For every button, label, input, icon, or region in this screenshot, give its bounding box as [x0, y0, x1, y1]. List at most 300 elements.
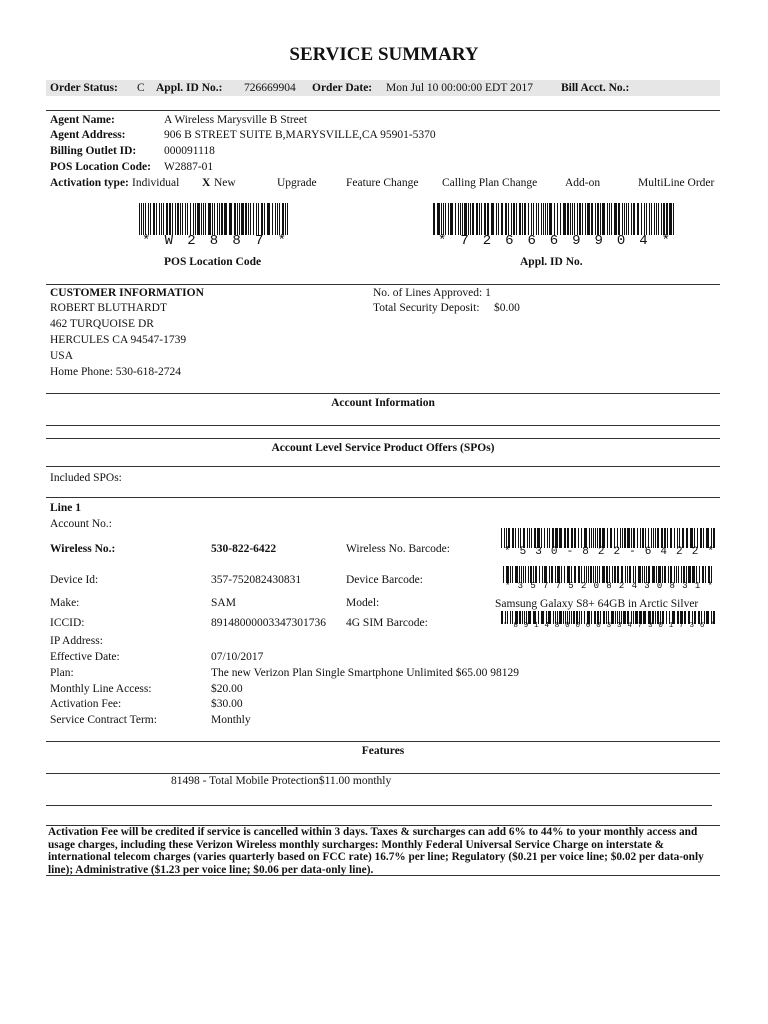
barcode-bar [190, 203, 191, 235]
barcode-char: 6 [699, 622, 705, 630]
barcode-bar [626, 203, 627, 235]
barcode-char: - [629, 546, 636, 558]
barcode-bar [501, 203, 503, 235]
iccid-label: ICCID: [50, 617, 85, 629]
barcode-bar [237, 203, 238, 235]
appl-id-barcode [432, 203, 676, 249]
barcode-char: * [142, 233, 151, 249]
barcode-bar [267, 203, 270, 235]
barcode-bar [637, 203, 639, 235]
barcode-bar [234, 203, 236, 235]
barcode-char: 8 [606, 581, 612, 591]
barcode-char: 0 [550, 546, 558, 558]
barcode-bar [448, 203, 449, 235]
device-id-value: 357-752082430831 [211, 574, 302, 586]
barcode-bar [534, 528, 536, 548]
barcode-bar [187, 203, 188, 235]
barcode-bar [624, 203, 625, 235]
barcode-bar [538, 203, 539, 235]
barcode-bar [531, 203, 532, 235]
barcode-char: 3 [535, 546, 542, 558]
barcode-bar [578, 528, 579, 548]
barcode-bar [541, 203, 542, 235]
barcode-bar [515, 528, 516, 548]
barcode-bar [193, 203, 194, 235]
barcode-bar [544, 528, 545, 548]
divider [46, 497, 720, 498]
barcode-bar [512, 528, 514, 548]
barcode-bar [673, 203, 674, 235]
barcode-bar [537, 528, 540, 548]
barcode-char: 9 [594, 233, 603, 249]
barcode-char: 7 [679, 622, 684, 630]
billing-outlet-value: 000091118 [164, 145, 215, 157]
barcode-bar [584, 528, 587, 548]
customer-info-heading: CUSTOMER INFORMATION [50, 287, 204, 299]
barcode-bar [501, 528, 502, 548]
barcode-bar [219, 203, 220, 235]
barcode-bar [591, 203, 593, 235]
barcode-bar [543, 203, 544, 235]
line-1-heading: Line 1 [50, 502, 81, 514]
activation-selected-mark: X [202, 177, 211, 189]
barcode-bar [229, 203, 232, 235]
barcode-char: 7 [555, 581, 562, 591]
barcode-bar [664, 528, 666, 548]
barcode-char: W [164, 233, 173, 249]
barcode-char: 8 [232, 233, 241, 249]
barcode-bar [564, 528, 566, 548]
plan-value: The new Verizon Plan Single Smartphone Unlimited $65.00 98129 [211, 667, 520, 679]
barcode-bar [614, 528, 615, 548]
wireless-no-barcode [500, 528, 718, 558]
barcode-bar [644, 203, 645, 235]
barcode-char: 2 [691, 546, 699, 558]
barcode-bar [217, 203, 218, 235]
barcode-bar [706, 528, 709, 548]
divider [46, 805, 712, 806]
account-no-label: Account No.: [50, 518, 112, 530]
barcode-char: * [503, 622, 508, 630]
device-id-label: Device Id: [50, 574, 99, 586]
included-spos-label: Included SPOs: [50, 472, 122, 484]
barcode-char: 2 [597, 546, 605, 558]
sim-barcode-label: 4G SIM Barcode: [346, 617, 428, 629]
activation-option-add-on: Add-on [565, 177, 601, 189]
barcode-bar [570, 203, 571, 235]
barcode-bar [614, 203, 617, 235]
divider [46, 425, 720, 426]
barcode-char: 5 [568, 581, 574, 591]
barcode-bar [657, 528, 659, 548]
agent-name-value: A Wireless Marysville B Street [164, 114, 308, 126]
barcode-bar [602, 203, 605, 235]
barcode-bar [508, 528, 510, 548]
barcode-bar [667, 528, 668, 548]
barcode-bar [649, 203, 650, 235]
barcode-bar [555, 528, 558, 548]
barcode-bar [557, 203, 558, 235]
barcode-bar [549, 528, 550, 548]
barcode-bar [511, 203, 512, 235]
make-label: Make: [50, 597, 80, 609]
barcode-char: * [710, 622, 715, 630]
barcode-bar [172, 203, 173, 235]
barcode-bar [610, 528, 612, 548]
barcode-bar [646, 203, 647, 235]
barcode-bar [239, 203, 240, 235]
barcode-bar [686, 528, 688, 548]
barcode-bar [607, 203, 608, 235]
barcode-bar [531, 528, 532, 548]
service-contract-term-value: Monthly [211, 714, 251, 726]
barcode-bar [640, 528, 641, 548]
barcode-bar [522, 203, 523, 235]
barcode-char: 2 [676, 546, 683, 558]
barcode-bar [203, 203, 204, 235]
device-barcode [502, 566, 716, 591]
pos-barcode-caption: POS Location Code [164, 256, 262, 268]
barcode-bar [593, 528, 594, 548]
divider [46, 875, 720, 876]
barcode-bar [141, 203, 142, 235]
barcode-bar [248, 203, 249, 235]
barcode-char: 5 [530, 581, 536, 591]
barcode-bar [628, 203, 629, 235]
customer-country: USA [50, 350, 74, 362]
wireless-barcode-label: Wireless No. Barcode: [346, 543, 450, 555]
barcode-bar [618, 203, 620, 235]
barcode-bar [208, 203, 211, 235]
barcode-bar [523, 528, 525, 548]
barcode-bar [694, 528, 695, 548]
barcode-char: 2 [187, 233, 196, 249]
barcode-char: * [438, 233, 447, 249]
service-contract-term-label: Service Contract Term: [50, 714, 157, 726]
barcode-bar [663, 203, 665, 235]
barcode-char: 4 [631, 581, 637, 591]
barcode-bar [641, 203, 642, 235]
barcode-char: 2 [580, 581, 587, 591]
barcode-bar [554, 203, 555, 235]
barcode-bar [700, 528, 702, 548]
barcode-bar [205, 203, 206, 235]
barcode-bar [460, 203, 461, 235]
order-status-label: Order Status: [50, 82, 118, 94]
barcode-bar [589, 528, 590, 548]
barcode-bar [272, 203, 273, 235]
barcode-char: 6 [549, 233, 559, 249]
barcode-char: * [661, 233, 670, 249]
barcode-char: 8 [669, 581, 675, 591]
divider [46, 393, 720, 394]
monthly-line-access-value: $20.00 [211, 683, 243, 695]
barcode-bar [574, 528, 576, 548]
barcode-bar [212, 203, 213, 235]
barcode-bar [148, 203, 149, 235]
barcode-bar [587, 203, 590, 235]
barcode-bar [491, 203, 494, 235]
barcode-bar [516, 203, 517, 235]
barcode-bar [563, 203, 566, 235]
barcode-bar [559, 528, 562, 548]
barcode-char: 8 [513, 622, 518, 630]
barcode-bar [441, 203, 442, 235]
barcode-bar [549, 203, 552, 235]
barcode-bar [645, 528, 646, 548]
barcode-bar [599, 528, 601, 548]
barcode-bar [713, 528, 715, 548]
barcode-bar [279, 203, 280, 235]
barcode-bar [464, 203, 467, 235]
barcode-bar [224, 203, 227, 235]
barcode-char: 9 [523, 622, 529, 630]
wireless-no-value: 530-822-6422 [211, 543, 277, 555]
barcode-char: * [277, 233, 286, 249]
make-value: SAM [211, 597, 236, 609]
barcode-bar [169, 203, 171, 235]
barcode-char: 0 [575, 622, 581, 630]
barcode-char: 8 [209, 233, 219, 249]
barcode-bar [560, 203, 561, 235]
barcode-bar [197, 203, 200, 235]
barcode-char: 8 [582, 546, 589, 558]
barcode-bar [648, 528, 649, 548]
wireless-no-label: Wireless No.: [50, 543, 116, 555]
security-deposit-value: $0.00 [494, 302, 520, 314]
barcode-bar [651, 528, 652, 548]
barcode-bar [597, 203, 599, 235]
barcode-bar [682, 528, 684, 548]
barcode-char: 6 [527, 233, 536, 249]
barcode-bar [241, 203, 244, 235]
barcode-bar [595, 203, 596, 235]
barcode-char: 0 [585, 622, 591, 630]
divider [46, 466, 720, 467]
barcode-char: 7 [637, 622, 643, 630]
barcode-bar [600, 203, 601, 235]
appl-id-value: 726669904 [244, 82, 296, 94]
barcode-bar [669, 203, 672, 235]
barcode-char: 3 [644, 581, 650, 591]
barcode-bar [624, 528, 626, 548]
barcode-bar [666, 203, 668, 235]
barcode-bar [256, 203, 257, 235]
effective-date-value: 07/10/2017 [211, 651, 264, 663]
barcode-bar [536, 203, 537, 235]
barcode-bar [470, 203, 471, 235]
barcode-bar [443, 203, 444, 235]
feature-item: 81498 - Total Mobile Protection$11.00 monthly [171, 775, 392, 787]
barcode-char: * [707, 546, 714, 558]
sim-barcode [500, 611, 718, 630]
barcode-bar [674, 528, 675, 548]
activation-type-label: Activation type: [50, 177, 129, 189]
barcode-char: 3 [616, 622, 622, 630]
monthly-line-access-label: Monthly Line Access: [50, 683, 152, 695]
order-status-value: C [137, 82, 145, 94]
barcode-bar [697, 528, 698, 548]
divider [46, 438, 720, 439]
barcode-bar [145, 203, 146, 235]
barcode-bar [287, 203, 288, 235]
barcode-bar [711, 528, 712, 548]
barcode-bar [221, 203, 223, 235]
pos-location-barcode [138, 203, 290, 249]
barcode-char: 2 [613, 546, 621, 558]
barcode-bar [617, 528, 618, 548]
barcode-char: 7 [254, 233, 264, 249]
barcode-bar [503, 566, 504, 583]
barcode-bar [518, 528, 519, 548]
barcode-bar [622, 528, 623, 548]
pos-location-value: W2887-01 [164, 161, 214, 173]
barcode-bar [677, 528, 678, 548]
barcode-bar [611, 203, 612, 235]
barcode-bar [476, 203, 478, 235]
barcode-bar [479, 203, 480, 235]
barcode-bar [703, 528, 704, 548]
device-barcode-label: Device Barcode: [346, 574, 423, 586]
barcode-char: 1 [694, 581, 701, 591]
barcode-char: 6 [505, 233, 514, 249]
security-deposit-label: Total Security Deposit: [373, 302, 480, 314]
barcode-bar [472, 203, 474, 235]
barcode-bar [182, 203, 183, 235]
agent-name-label: Agent Name: [50, 114, 115, 126]
barcode-bar [282, 203, 284, 235]
barcode-bar [498, 203, 499, 235]
barcode-char: 0 [658, 622, 663, 630]
barcode-bar [545, 203, 546, 235]
barcode-char: * [504, 546, 511, 558]
barcode-bar [506, 528, 507, 548]
barcode-char: 6 [644, 546, 652, 558]
customer-city: HERCULES CA 94547-1739 [50, 334, 187, 346]
barcode-bar [661, 528, 663, 548]
divider [46, 741, 720, 742]
barcode-char: 0 [656, 581, 663, 591]
barcode-char: 1 [534, 622, 539, 630]
barcode-bar [275, 203, 276, 235]
barcode-bar [631, 203, 632, 235]
barcode-bar [670, 528, 672, 548]
barcode-char: 7 [460, 233, 469, 249]
barcode-bar [250, 203, 251, 235]
billing-outlet-label: Billing Outlet ID: [50, 145, 137, 157]
barcode-bar [571, 528, 573, 548]
barcode-bar [527, 528, 528, 548]
barcode-bar [591, 528, 592, 548]
barcode-bar [577, 203, 578, 235]
barcode-bar [622, 203, 623, 235]
barcode-bar [633, 203, 635, 235]
model-value: Samsung Galaxy S8+ 64GB in Arctic Silver [495, 598, 699, 610]
barcode-bar [552, 528, 554, 548]
barcode-bar [519, 203, 521, 235]
barcode-bar [524, 203, 526, 235]
barcode-bar [567, 203, 569, 235]
barcode-char: 3 [606, 622, 612, 630]
customer-street: 462 TURQUOISE DR [50, 318, 154, 330]
barcode-bar [579, 203, 581, 235]
barcode-bar [458, 203, 459, 235]
barcode-bar [595, 528, 596, 548]
agent-address-label: Agent Address: [50, 129, 126, 141]
barcode-bar [195, 203, 196, 235]
barcode-bar [658, 203, 659, 235]
activation-fee-disclaimer: Activation Fee will be credited if service is cancelled within 3 days. Taxes & surcharges can add 6% to 44% to your monthly access and usage charges, including these Verizon Wireless monthly surcharges: Monthly Federal Universal Service Charge on interstate & international telecom charges (varies quarterly based on FCC rate) 16.7% per line; Regulatory ($0.21 per voice line; $0.02 per data-only line); Administrative ($1.23 per voice line; $0.06 per data-only line). [48, 826, 704, 876]
barcode-bar [631, 528, 632, 548]
barcode-bar [661, 203, 662, 235]
barcode-bar [654, 203, 655, 235]
barcode-bar [572, 203, 573, 235]
barcode-bar [143, 203, 144, 235]
barcode-bar [633, 528, 635, 548]
barcode-bar [139, 203, 140, 235]
barcode-bar [513, 203, 515, 235]
barcode-bar [153, 203, 155, 235]
barcode-bar [651, 203, 652, 235]
barcode-bar [508, 203, 509, 235]
barcode-bar [504, 528, 505, 548]
barcode-bar [468, 203, 469, 235]
barcode-bar [150, 203, 151, 235]
agent-address-value: 906 B STREET SUITE B,MARYSVILLE,CA 95901-5370 [164, 129, 436, 141]
barcode-bar [201, 203, 202, 235]
model-label: Model: [346, 597, 380, 609]
barcode-char: 7 [542, 581, 549, 591]
barcode-bar [679, 528, 680, 548]
divider [46, 110, 720, 111]
barcode-char: 3 [689, 622, 694, 630]
barcode-char: 0 [593, 581, 599, 591]
activation-option-new: New [214, 177, 236, 189]
barcode-char: 9 [572, 233, 581, 249]
activation-option-upgrade: Upgrade [277, 177, 317, 189]
barcode-char: 0 [596, 622, 601, 630]
barcode-bar [175, 203, 176, 235]
barcode-bar [166, 203, 168, 235]
barcode-bar [261, 203, 263, 235]
barcode-bar [156, 203, 157, 235]
barcode-bar [602, 528, 605, 548]
barcode-bar [455, 203, 456, 235]
activation-fee-value: $30.00 [211, 698, 243, 710]
barcode-bar [487, 203, 489, 235]
barcode-bar [528, 203, 529, 235]
barcode-char: 3 [517, 581, 524, 591]
barcode-bar [481, 203, 482, 235]
barcode-bar [585, 203, 586, 235]
barcode-bar [253, 203, 254, 235]
barcode-bar [214, 203, 215, 235]
barcode-bar [437, 203, 440, 235]
barcode-bar [505, 203, 507, 235]
barcode-bar [541, 528, 542, 548]
barcode-bar [581, 528, 582, 548]
customer-home-phone: Home Phone: 530-618-2724 [50, 366, 181, 378]
barcode-bar [433, 203, 435, 235]
barcode-bar [177, 203, 179, 235]
barcode-bar [547, 528, 548, 548]
barcode-bar [609, 203, 610, 235]
activation-option-multiline-order: MultiLine Order [638, 177, 715, 189]
barcode-char: 3 [648, 622, 653, 630]
effective-date-label: Effective Date: [50, 651, 120, 663]
barcode-bar [185, 203, 186, 235]
barcode-bar [163, 203, 164, 235]
